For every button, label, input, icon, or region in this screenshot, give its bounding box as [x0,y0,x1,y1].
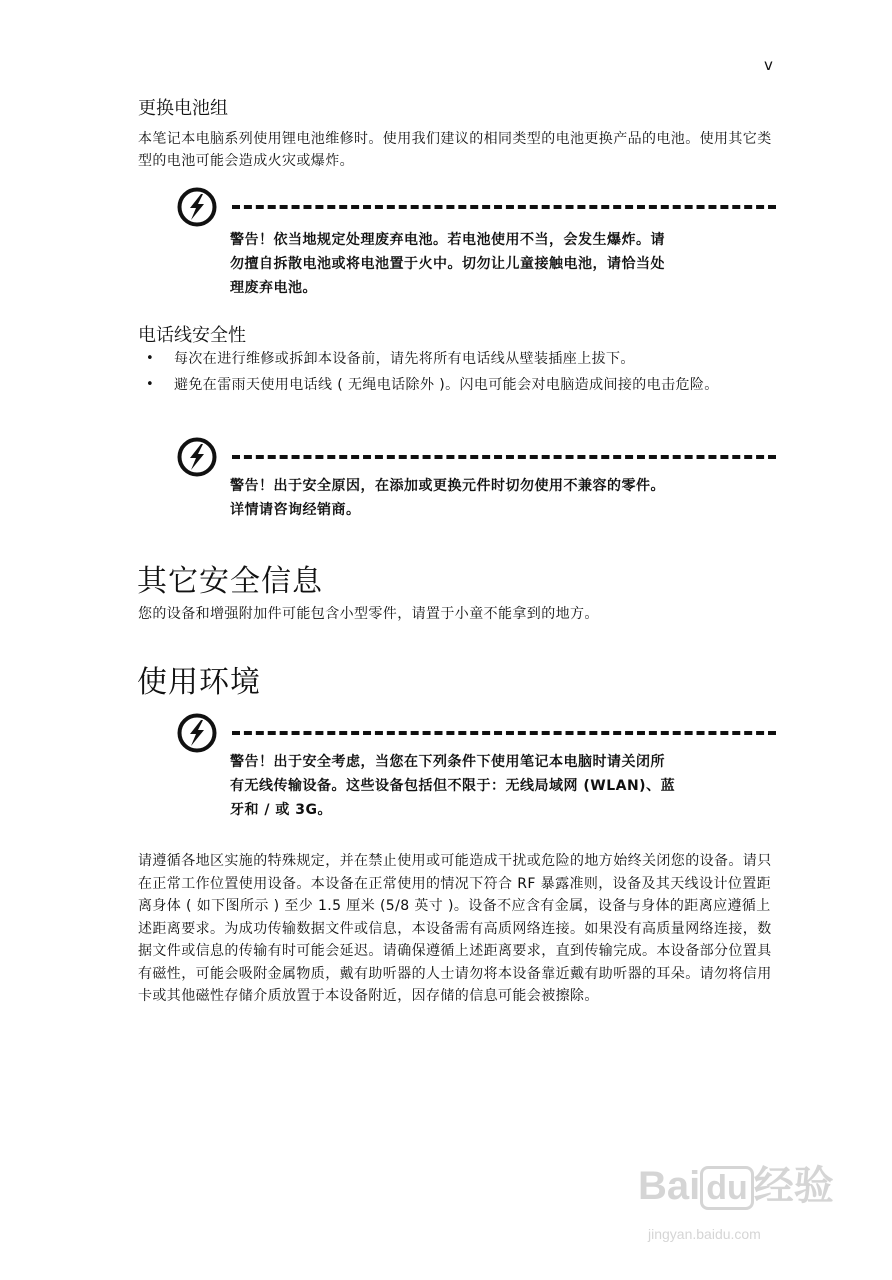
warning-divider [232,731,776,735]
environment-warning-line: 牙和 / 或 3G。 [230,802,332,818]
phone-warning [230,474,760,522]
bullet-mark: • [146,377,154,392]
battery-warning [230,228,760,300]
battery-paragraph: 本笔记本电脑系列使用锂电池维修时。使用我们建议的相同类型的电池更换产品的电池。使用其它类型的电池可能会造成火灾或爆炸。 [138,131,772,169]
watermark-url: jingyan.baidu.com [648,1226,761,1242]
phone-warning-line: 警告！出于安全原因，在添加或更换元件时切勿使用不兼容的零件。 [230,478,665,494]
other-safety-paragraph: 您的设备和增强附加件可能包含小型零件，请置于小童不能拿到的地方。 [138,606,599,622]
phone-bullet-2: 避免在雷雨天使用电话线 ( 无绳电话除外 )。闪电可能会对电脑造成间接的电击危险。 [174,377,719,393]
watermark-logo-suffix: 经验 [753,1164,834,1208]
battery-warning-line: 理废弃电池。 [230,280,317,296]
warning-divider [232,205,776,209]
warning-divider [232,455,776,459]
phone-bullet-1: 每次在进行维修或拆卸本设备前，请先将所有电话线从壁装插座上拔下。 [174,351,635,367]
phone-warning-line: 详情请咨询经销商。 [230,502,361,518]
page-number: v [764,56,773,74]
battery-warning-line: 勿擅自拆散电池或将电池置于火中。切勿让儿童接触电池，请恰当处 [230,256,665,272]
watermark-logo-box: du [700,1166,754,1210]
bullet-mark: • [146,351,154,366]
warning-icon [176,712,218,754]
other-safety-heading: 其它安全信息 [137,564,323,599]
warning-icon [176,436,218,478]
environment-warning [230,750,760,822]
baidu-watermark [628,1140,868,1260]
environment-warning-line: 警告！出于安全考虑，当您在下列条件下使用笔记本电脑时请关闭所 [230,754,665,770]
battery-warning-line: 警告！依当地规定处理废弃电池。若电池使用不当，会发生爆炸。请 [230,232,665,248]
phone-heading: 电话线安全性 [138,325,246,346]
environment-paragraph: 请遵循各地区实施的特殊规定，并在禁止使用或可能造成干扰或危险的地方始终关闭您的设备。请只在正常工作位置使用设备。本设备在正常使用的情况下符合 RF 暴露准则，设备及其天线设计位置距离身体 ( 如下图所示 ) 至少 1.5 厘米 (5/8 英寸 )。设备不应含有金属，设备与身体的距离应遵循上述距离要求。为成功传输数据文件或信息，本设备需有高质网络连接。如果没有高质量网络连接，数据文件或信息的传输有时可能会延迟。请确保遵循上述距离要求，直到传输完成。本设备部分位置具有磁性，可能会吸附金属物质，戴有助听器的人士请勿将本设备靠近戴有助听器的耳朵。请勿将信用卡或其他磁性存储介质放置于本设备附近，因存储的信息可能会被擦除。 [138,853,772,1004]
warning-icon [176,186,218,228]
battery-heading: 更换电池组 [138,98,228,119]
environment-heading: 使用环境 [137,665,261,700]
environment-warning-line: 有无线传输设备。这些设备包括但不限于：无线局域网 (WLAN)、蓝 [230,778,676,794]
watermark-logo [638,1154,834,1211]
watermark-logo-text: Bai [638,1164,701,1208]
